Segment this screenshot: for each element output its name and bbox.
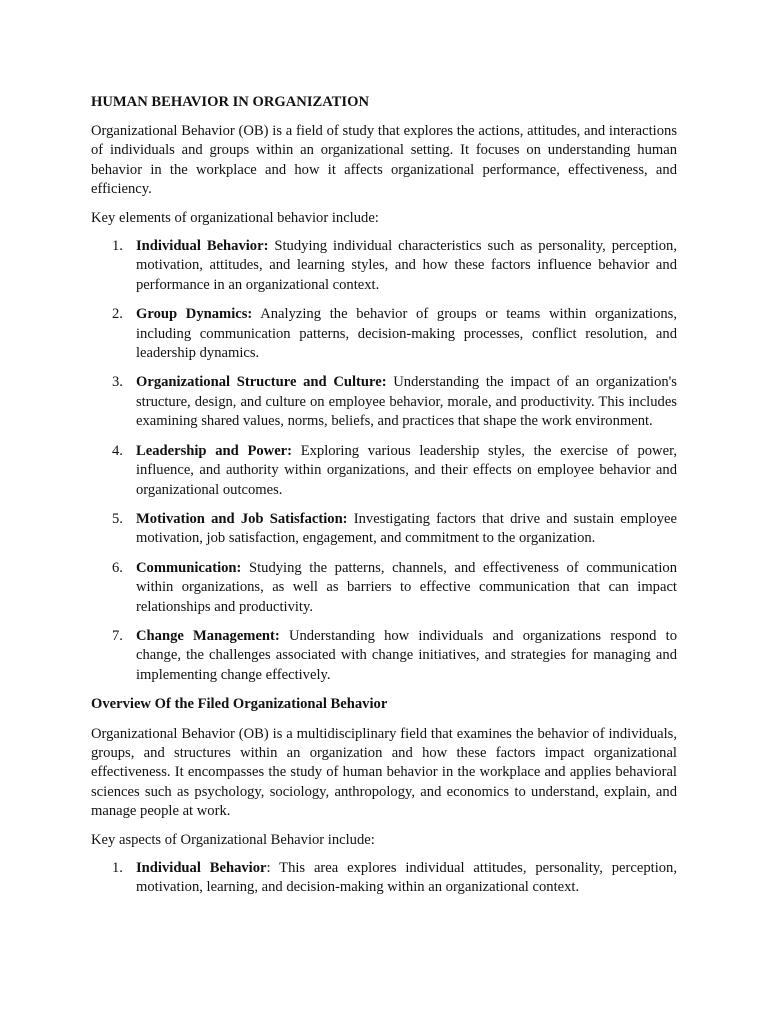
list-item-number: 1. xyxy=(112,238,123,255)
list-item-text: Understanding how individuals and organizations respond to change, the challenges associated with change initiatives, and strategies for managing and implementing change effectively. xyxy=(136,627,677,683)
list-item-text: Understanding the impact of an organization's structure, design, and culture on employee behavior, morale, and productivity. This includes examining shared values, norms, beliefs, and practices that shape the work environment. xyxy=(136,374,677,430)
list-item-term: Group Dynamics: xyxy=(136,306,253,323)
key-elements-lead: Key elements of organizational behavior include: xyxy=(91,209,379,226)
overview-paragraph: Organizational Behavior (OB) is a multidisciplinary field that examines the behavior of individuals, groups, and structures within an organization and how these factors impact organizational effectiveness. It encompasses the study of human behavior in the workplace and applies behavioral sciences such as psychology, sociology, anthropology, and economics to understand, explain, and manage people at work. xyxy=(91,725,677,820)
list-item-text: Exploring various leadership styles, the exercise of power, influence, and authority within organizations, and their effects on employee behavior and organizational outcomes. xyxy=(136,442,678,498)
document-title: HUMAN BEHAVIOR IN ORGANIZATION xyxy=(91,94,369,110)
list-item-term: Organizational Structure and Culture: xyxy=(136,374,387,391)
key-aspects-list xyxy=(91,859,677,898)
list-item-term: Leadership and Power: xyxy=(136,442,293,459)
list-item-number: 6. xyxy=(112,559,123,576)
list-item xyxy=(91,859,677,898)
overview-heading: Overview Of the Filed Organizational Behavior xyxy=(91,696,388,713)
list-item xyxy=(91,237,677,295)
list-item-text: Analyzing the behavior of groups or teams within organizations, including communication patterns, decision-making processes, conflict resolution, and leadership dynamics. xyxy=(136,306,677,362)
key-elements-list xyxy=(91,237,677,685)
list-item-number: 3. xyxy=(112,374,123,391)
list-item-text: Studying individual characteristics such as personality, perception, motivation, attitudes, and learning styles, and how these factors influence behavior and performance in an organizational context. xyxy=(136,238,677,293)
list-item-number: 5. xyxy=(112,510,123,527)
list-item-text: Studying the patterns, channels, and effectiveness of communication within organizations, as well as barriers to effective communication that can impact relationships and productivity. xyxy=(136,559,677,615)
list-item xyxy=(91,305,677,363)
list-item-number: 2. xyxy=(112,306,123,323)
list-item-number: 7. xyxy=(112,627,123,644)
list-item xyxy=(91,510,677,549)
list-item-text: : This area explores individual attitudes, personality, perception, motivation, learning, and decision-making within an organizational context. xyxy=(136,860,677,896)
list-item-number: 4. xyxy=(112,442,123,459)
list-item xyxy=(91,627,677,685)
list-item-term: Change Management: xyxy=(136,627,280,644)
list-item xyxy=(91,373,677,431)
list-item xyxy=(91,442,677,500)
list-item xyxy=(91,559,677,617)
key-aspects-lead: Key aspects of Organizational Behavior include: xyxy=(91,831,375,848)
list-item-number: 1. xyxy=(112,860,123,876)
list-item-term: Communication: xyxy=(136,559,242,576)
list-item-term: Individual Behavior: xyxy=(136,238,269,255)
list-item-term: Motivation and Job Satisfaction: xyxy=(136,510,348,527)
intro-paragraph: Organizational Behavior (OB) is a field of study that explores the actions, attitudes, and interactions of individuals and groups within an organizational setting. It focuses on understanding human behavior in the workplace and how it affects organizational performance, effectiveness, and efficiency. xyxy=(91,123,677,198)
document-page xyxy=(91,92,677,905)
list-item-term: Individual Behavior xyxy=(136,860,267,876)
list-item-text: Investigating factors that drive and sustain employee motivation, job satisfaction, engagement, and commitment to the organization. xyxy=(136,510,678,547)
